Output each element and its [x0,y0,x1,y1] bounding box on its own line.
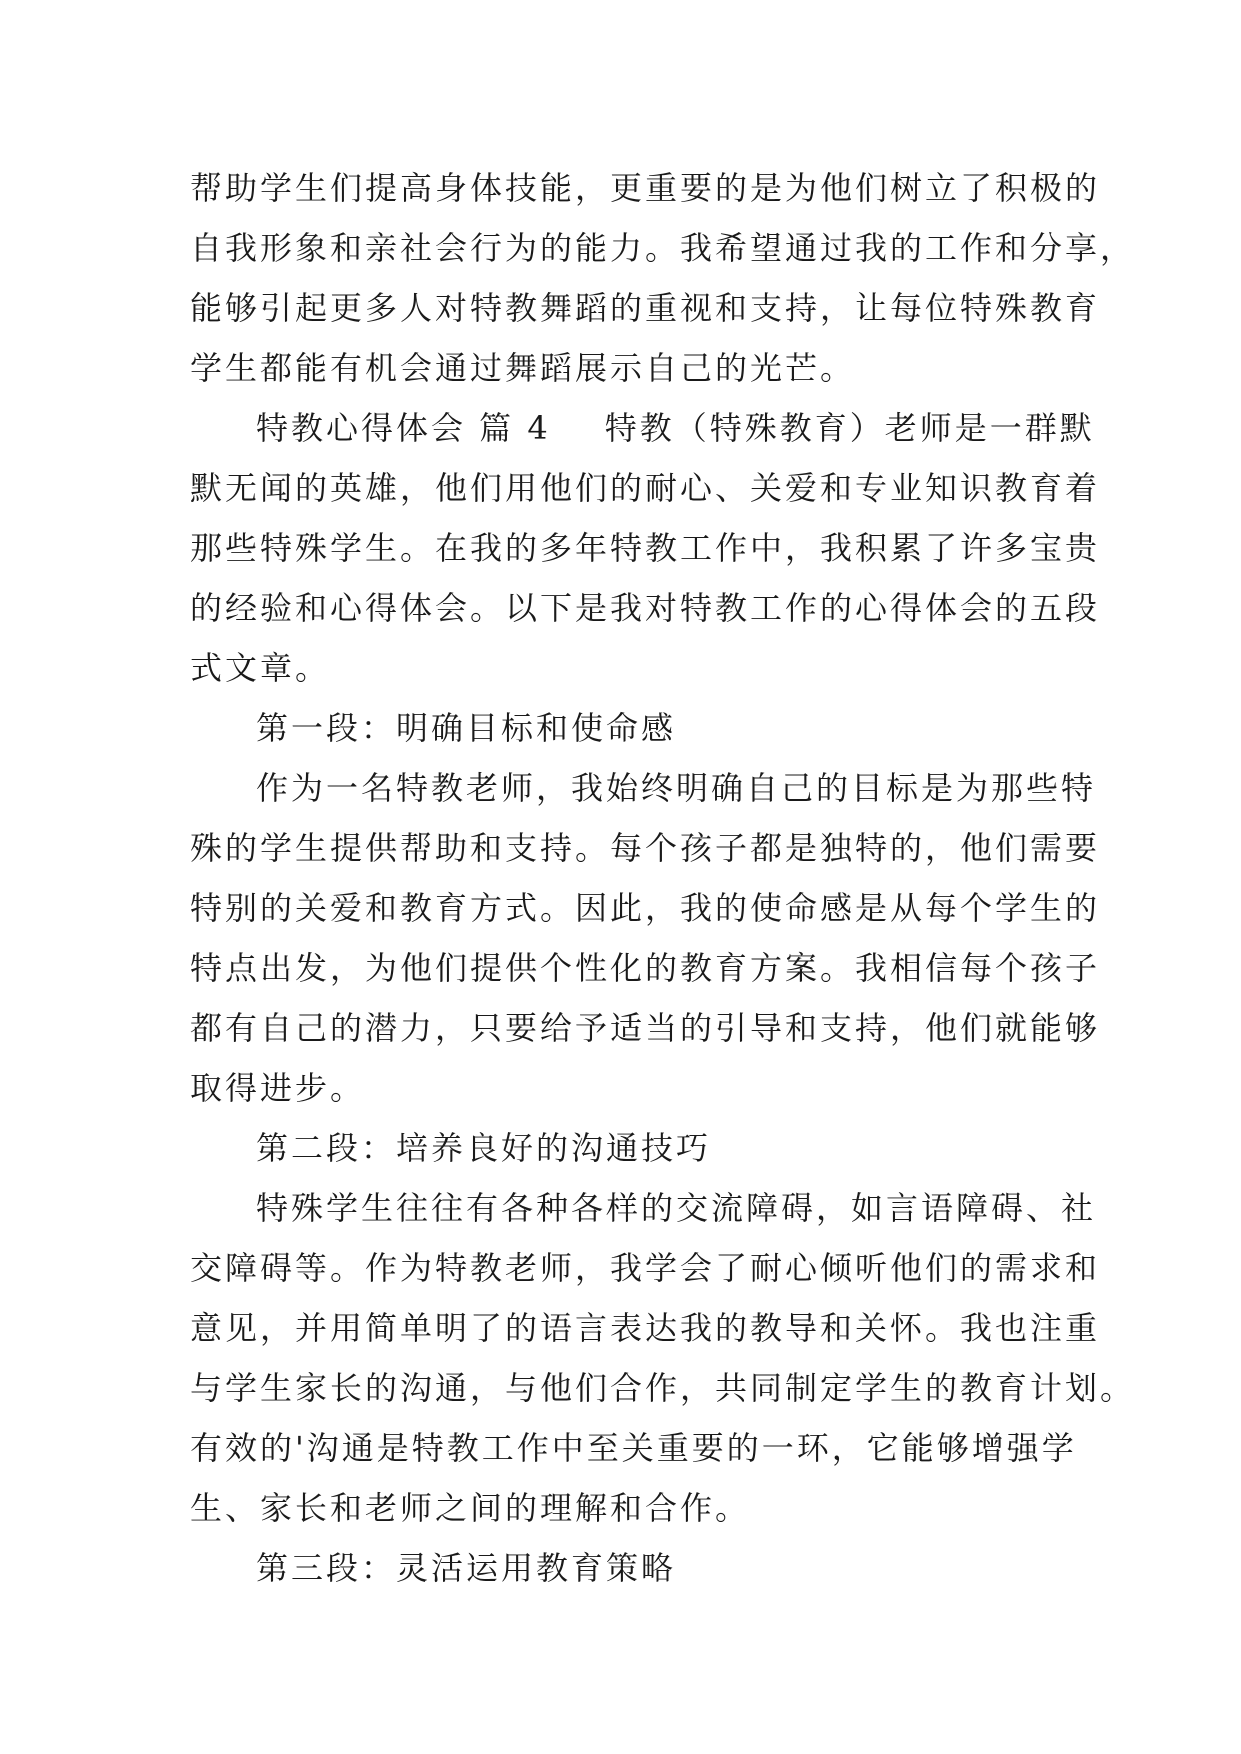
paragraph-heading: 第三段：灵活运用教育策略 [256,1549,677,1587]
text-line: 交障碍等。作为特教老师，我学会了耐心倾听他们的需求和 [190,1249,1101,1287]
text-line: 默无闻的英雄，他们用他们的耐心、关爱和专业知识教育着 [190,469,1101,507]
text-line: 式文章。 [190,649,331,687]
text-line: 意见，并用简单明了的语言表达我的教导和关怀。我也注重 [190,1309,1101,1347]
text-line: 的经验和心得体会。以下是我对特教工作的心得体会的五段 [190,589,1101,627]
text-line: 殊的学生提供帮助和支持。每个孩子都是独特的，他们需要 [190,829,1101,867]
text-line: 与学生家长的沟通，与他们合作，共同制定学生的教育计划。 [190,1369,1136,1407]
paragraph-start: 特教（特殊教育）老师是一群默 [604,409,1095,447]
text-line: 特别的关爱和教育方式。因此，我的使命感是从每个学生的 [190,889,1101,927]
text-line: 作为一名特教老师，我始终明确自己的目标是为那些特 [256,769,1097,807]
text-line: 有效的'沟通是特教工作中至关重要的一环，它能够增强学 [190,1429,1077,1467]
text-line: 特点出发，为他们提供个性化的教育方案。我相信每个孩子 [190,949,1101,987]
text-line: 自我形象和亲社会行为的能力。我希望通过我的工作和分享， [190,229,1136,267]
paragraph-heading: 第一段：明确目标和使命感 [256,709,677,747]
paragraph-heading: 第二段：培养良好的沟通技巧 [256,1129,712,1167]
text-line: 帮助学生们提高身体技能，更重要的是为他们树立了积极的 [190,169,1101,207]
text-line: 那些特殊学生。在我的多年特教工作中，我积累了许多宝贵 [190,529,1101,567]
section-title: 特教心得体会 篇 4 [256,409,551,447]
text-line: 学生都能有机会通过舞蹈展示自己的光芒。 [190,349,856,387]
text-line: 能够引起更多人对特教舞蹈的重视和支持，让每位特殊教育 [190,289,1101,327]
section-heading-line [256,400,1156,456]
text-line: 特殊学生往往有各种各样的交流障碍，如言语障碍、社 [256,1189,1097,1227]
text-line: 都有自己的潜力，只要给予适当的引导和支持，他们就能够 [190,1009,1101,1047]
text-line: 生、家长和老师之间的理解和合作。 [190,1489,751,1527]
text-line: 取得进步。 [190,1069,366,1107]
